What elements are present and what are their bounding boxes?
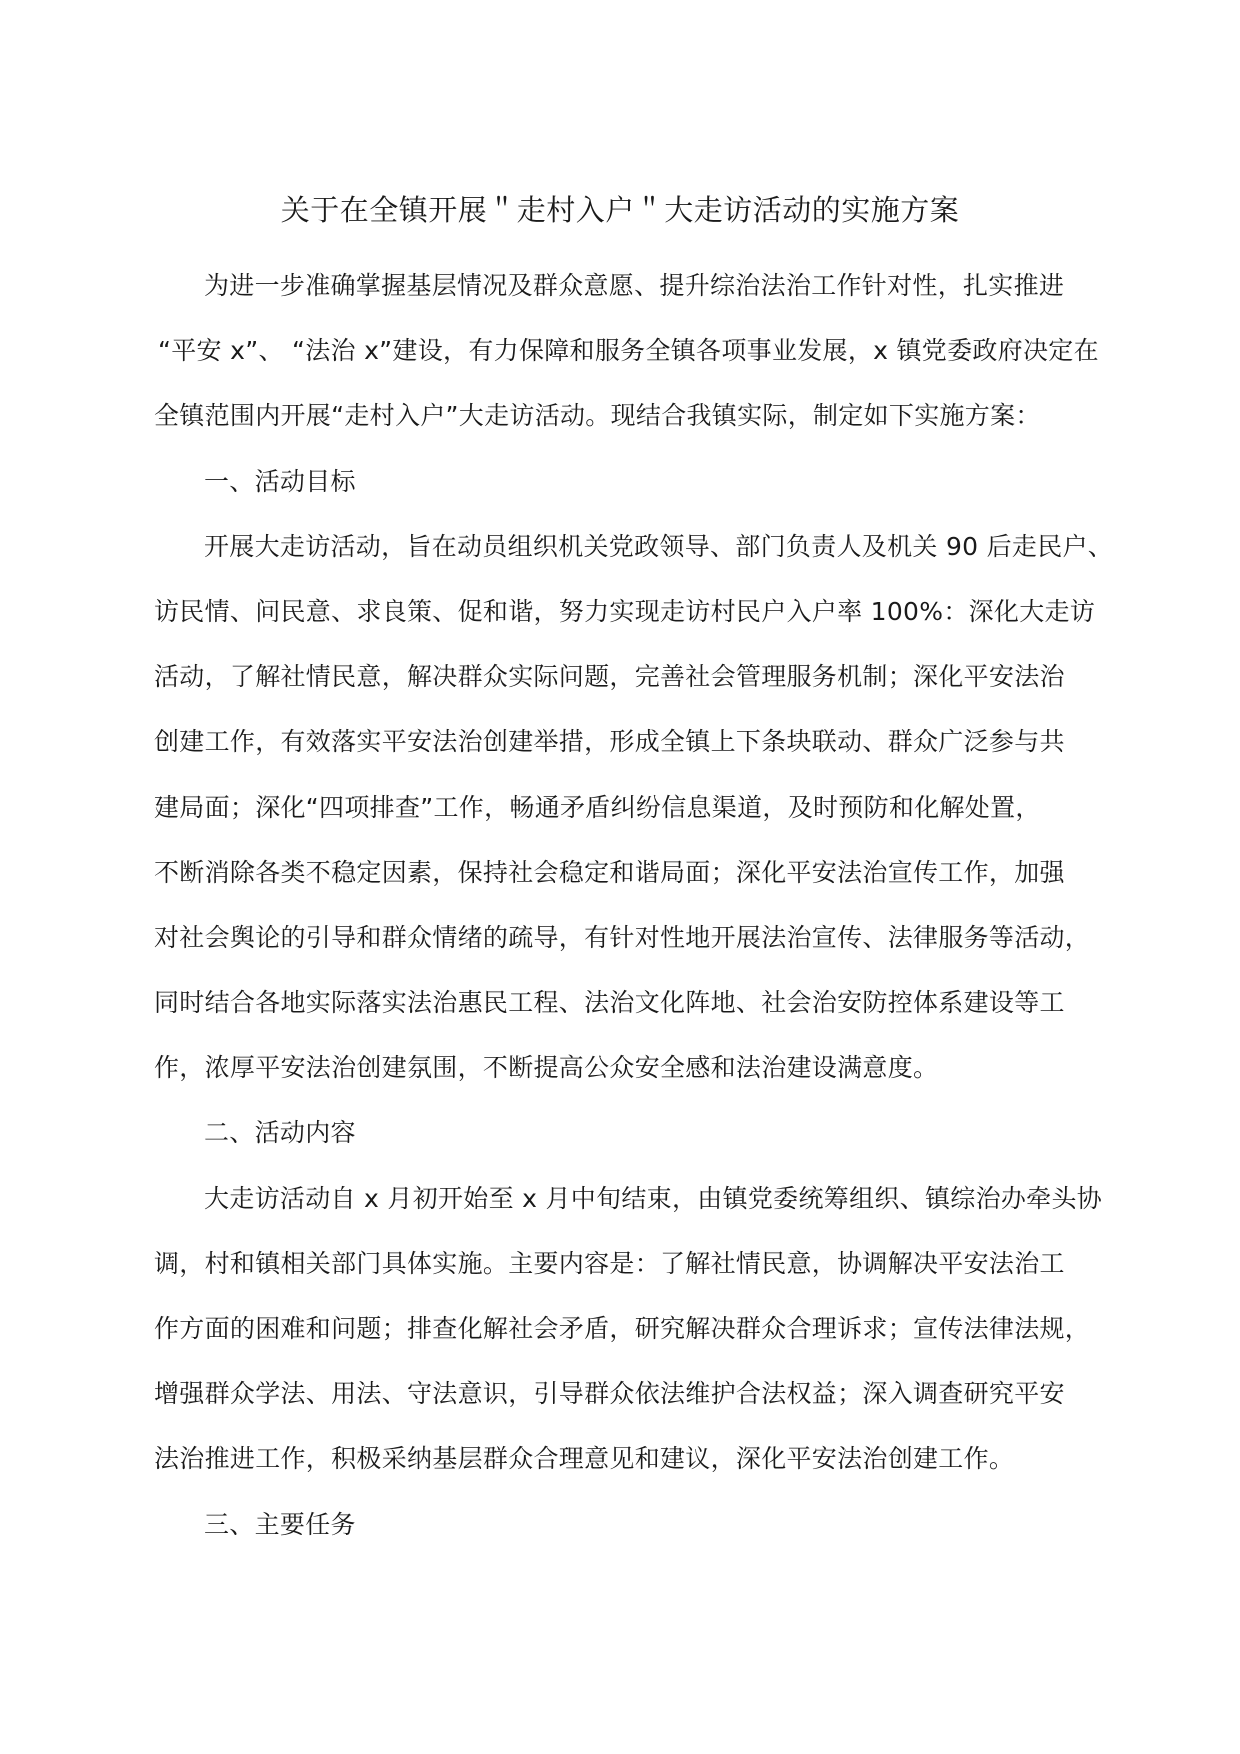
paragraph-line: “平安 x”、 “法治 x”建设，有力保障和服务全镇各项事业发展，x 镇党委政府决定在 — [158, 336, 1099, 366]
paragraph-line: 作，浓厚平安法治创建氛围，不断提高公众安全感和法治建设满意度。 — [154, 1053, 939, 1083]
paragraph-line: 大走访活动自 x 月初开始至 x 月中旬结束，由镇党委统筹组织、镇综治办牵头协 — [204, 1183, 1103, 1213]
paragraph-line: 开展大走访活动，旨在动员组织机关党政领导、部门负责人及机关 90 后走民户、 — [204, 531, 1114, 561]
paragraph-line: 法治推进工作，积极采纳基层群众合理意见和建议，深化平安法治创建工作。 — [154, 1444, 1015, 1474]
document-body — [154, 253, 1114, 1557]
document-title: 关于在全镇开展＂走村入户＂大走访活动的实施方案 — [280, 193, 960, 227]
paragraph-line: 访民情、问民意、求良策、促和谐，努力实现走访村民户入户率 100%：深化大走访 — [154, 596, 1096, 626]
paragraph-line: 同时结合各地实际落实法治惠民工程、法治文化阵地、社会治安防控体系建设等工 — [154, 988, 1065, 1018]
paragraph-line: 不断消除各类不稳定因素，保持社会稳定和谐局面；深化平安法治宣传工作，加强 — [154, 857, 1065, 887]
paragraph-line: 为进一步准确掌握基层情况及群众意愿、提升综治法治工作针对性，扎实推进 — [204, 271, 1065, 300]
section-heading-content: 二、活动内容 — [204, 1118, 356, 1148]
paragraph-line: 活动，了解社情民意，解决群众实际问题，完善社会管理服务机制；深化平安法治 — [154, 662, 1065, 692]
section-heading-tasks: 三、主要任务 — [204, 1509, 356, 1539]
paragraph-line: 调，村和镇相关部门具体实施。主要内容是：了解社情民意，协调解决平安法治工 — [154, 1248, 1065, 1278]
paragraph-line: 全镇范围内开展“走村入户”大走访活动。现结合我镇实际，制定如下实施方案： — [154, 401, 1041, 431]
paragraph-line: 创建工作，有效落实平安法治创建举措，形成全镇上下条块联动、群众广泛参与共 — [154, 727, 1065, 757]
paragraph-line: 对社会舆论的引导和群众情绪的疏导，有针对性地开展法治宣传、法律服务等活动， — [154, 922, 1091, 952]
paragraph-line: 作方面的困难和问题；排查化解社会矛盾，研究解决群众合理诉求；宣传法律法规， — [154, 1314, 1091, 1343]
paragraph-line: 增强群众学法、用法、守法意识，引导群众依法维护合法权益；深入调查研究平安 — [154, 1379, 1065, 1409]
paragraph-line: 建局面；深化“四项排查”工作，畅通矛盾纠纷信息渠道，及时预防和化解处置， — [154, 792, 1041, 822]
section-heading-goals: 一、活动目标 — [204, 466, 356, 496]
